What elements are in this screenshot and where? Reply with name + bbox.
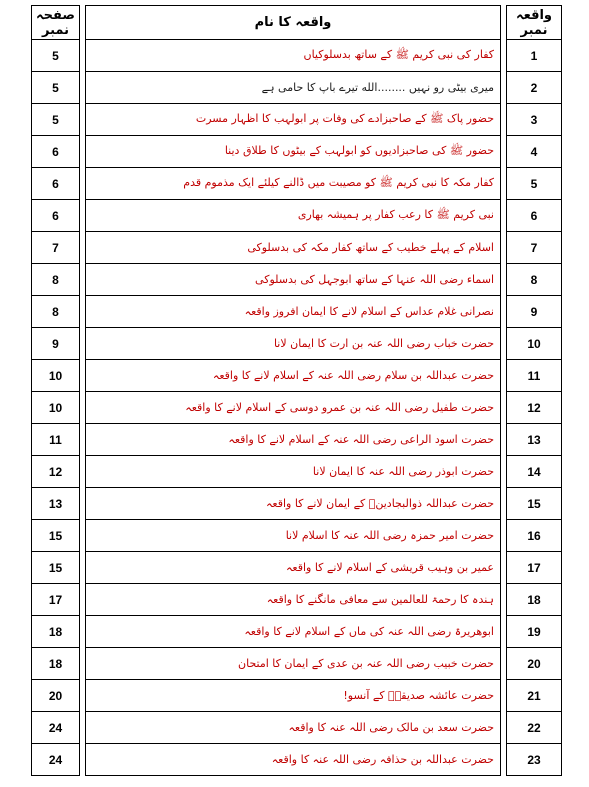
event-number-header: واقعہ نمبر: [507, 6, 562, 40]
page-number: 6: [32, 136, 80, 168]
event-title[interactable]: ہندہ کا رحمۃ للعالمین سے معافی مانگنے کا واقعہ: [86, 584, 501, 616]
page-number: 18: [32, 648, 80, 680]
table-body: [32, 40, 562, 776]
page-number: 6: [32, 168, 80, 200]
page-number: 17: [32, 584, 80, 616]
table-row: [32, 40, 562, 72]
event-number: 5: [507, 168, 562, 200]
event-number: 13: [507, 424, 562, 456]
event-title[interactable]: حضور پاک ﷺ کے صاحبزادے کی وفات پر ابولہب کا اظہار مسرت: [86, 104, 501, 136]
event-number: 2: [507, 72, 562, 104]
event-title[interactable]: حضور ﷺ کی صاحبزادیوں کو ابولہب کے بیٹوں کا طلاق دینا: [86, 136, 501, 168]
table-row: [32, 168, 562, 200]
page-number: 20: [32, 680, 80, 712]
page-number: 8: [32, 264, 80, 296]
table-row: [32, 104, 562, 136]
page-number: 8: [32, 296, 80, 328]
page-number: 5: [32, 104, 80, 136]
event-title[interactable]: حضرت سعد بن مالک رضی اللہ عنہ کا واقعہ: [86, 712, 501, 744]
event-number: 21: [507, 680, 562, 712]
table-row: [32, 616, 562, 648]
event-number: 7: [507, 232, 562, 264]
event-name-header: واقعہ کا نام: [86, 6, 501, 40]
page-number: 13: [32, 488, 80, 520]
table-row: [32, 328, 562, 360]
table-row: [32, 296, 562, 328]
event-title[interactable]: کفار کی نبی کریم ﷺ کے ساتھ بدسلوکیاں: [86, 40, 501, 72]
event-title[interactable]: ابوھریرۃ رضی اللہ عنہ کی ماں کے اسلام لانے کا واقعہ: [86, 616, 501, 648]
event-title[interactable]: حضرت خبیب رضی اللہ عنہ بن عدی کے ایمان کا امتحان: [86, 648, 501, 680]
table-row: [32, 520, 562, 552]
page-number: 15: [32, 520, 80, 552]
table-row: [32, 72, 562, 104]
event-title[interactable]: حضرت عبداللہ بن سلام رضی اللہ عنہ کے اسلام لانے کا واقعہ: [86, 360, 501, 392]
page-number: 6: [32, 200, 80, 232]
event-number: 22: [507, 712, 562, 744]
page-number: 10: [32, 392, 80, 424]
event-title[interactable]: حضرت خباب رضی اللہ عنہ بن ارت کا ایمان لانا: [86, 328, 501, 360]
event-number: 10: [507, 328, 562, 360]
table-row: [32, 488, 562, 520]
event-title[interactable]: حضرت عبداللہ بن حذافہ رضی اللہ عنہ کا واقعہ: [86, 744, 501, 776]
event-number: 20: [507, 648, 562, 680]
table-row: [32, 200, 562, 232]
event-number: 11: [507, 360, 562, 392]
table-row: [32, 744, 562, 776]
event-title[interactable]: حضرت طفیل رضی اللہ عنہ بن عمرو دوسی کے اسلام لانے کا واقعہ: [86, 392, 501, 424]
event-title[interactable]: عمیر بن وہیب قریشی کے اسلام لانے کا واقعہ: [86, 552, 501, 584]
event-title[interactable]: کفار مکہ کا نبی کریم ﷺ کو مصیبت میں ڈالنے کیلئے ایک مذموم قدم: [86, 168, 501, 200]
contents-table: [31, 5, 562, 776]
event-title[interactable]: نصرانی غلام عداس کے اسلام لانے کا ایمان افروز واقعہ: [86, 296, 501, 328]
event-number: 3: [507, 104, 562, 136]
event-title[interactable]: حضرت ابوذر رضی اللہ عنہ کا ایمان لانا: [86, 456, 501, 488]
page-number-header: صفحہ نمبر: [32, 6, 80, 40]
event-number: 17: [507, 552, 562, 584]
event-number: 18: [507, 584, 562, 616]
event-number: 9: [507, 296, 562, 328]
page-number: 15: [32, 552, 80, 584]
event-number: 15: [507, 488, 562, 520]
event-title[interactable]: اسماء رضی اللہ عنہا کے ساتھ ابوجہل کی بدسلوکی: [86, 264, 501, 296]
page-number: 18: [32, 616, 80, 648]
event-title[interactable]: حضرت اسود الراعی رضی اللہ عنہ کے اسلام لانے کا واقعہ: [86, 424, 501, 456]
page-number: 11: [32, 424, 80, 456]
table-row: [32, 680, 562, 712]
table-row: [32, 552, 562, 584]
page-number: 24: [32, 712, 80, 744]
page-number: 5: [32, 72, 80, 104]
event-title[interactable]: حضرت عائشہ صدیقہؓ کے آنسو!: [86, 680, 501, 712]
event-number: 23: [507, 744, 562, 776]
table-row: [32, 712, 562, 744]
page-number: 7: [32, 232, 80, 264]
table-row: [32, 136, 562, 168]
page-number: 10: [32, 360, 80, 392]
table-row: [32, 392, 562, 424]
table-row: [32, 456, 562, 488]
table-row: [32, 424, 562, 456]
event-title[interactable]: میری بیٹی رو نہیں ........الله تیرے باپ کا حامی ہے: [86, 72, 501, 104]
table-row: [32, 360, 562, 392]
event-number: 14: [507, 456, 562, 488]
event-number: 8: [507, 264, 562, 296]
event-title[interactable]: نبی کریم ﷺ کا رعب کفار پر ہمیشہ بھاری: [86, 200, 501, 232]
table-row: [32, 648, 562, 680]
event-number: 1: [507, 40, 562, 72]
page-number: 5: [32, 40, 80, 72]
page-number: 12: [32, 456, 80, 488]
table-header-row: [32, 6, 562, 40]
event-number: 4: [507, 136, 562, 168]
page-number: 9: [32, 328, 80, 360]
event-number: 19: [507, 616, 562, 648]
event-title[interactable]: حضرت امیر حمزہ رضی اللہ عنہ کا اسلام لانا: [86, 520, 501, 552]
event-number: 12: [507, 392, 562, 424]
page-number: 24: [32, 744, 80, 776]
event-title[interactable]: اسلام کے پہلے خطیب کے ساتھ کفار مکہ کی بدسلوکی: [86, 232, 501, 264]
table-row: [32, 264, 562, 296]
table-row: [32, 232, 562, 264]
event-number: 6: [507, 200, 562, 232]
table-row: [32, 584, 562, 616]
event-title[interactable]: حضرت عبداللہ ذوالبجادینؓ کے ایمان لانے کا واقعہ: [86, 488, 501, 520]
event-number: 16: [507, 520, 562, 552]
